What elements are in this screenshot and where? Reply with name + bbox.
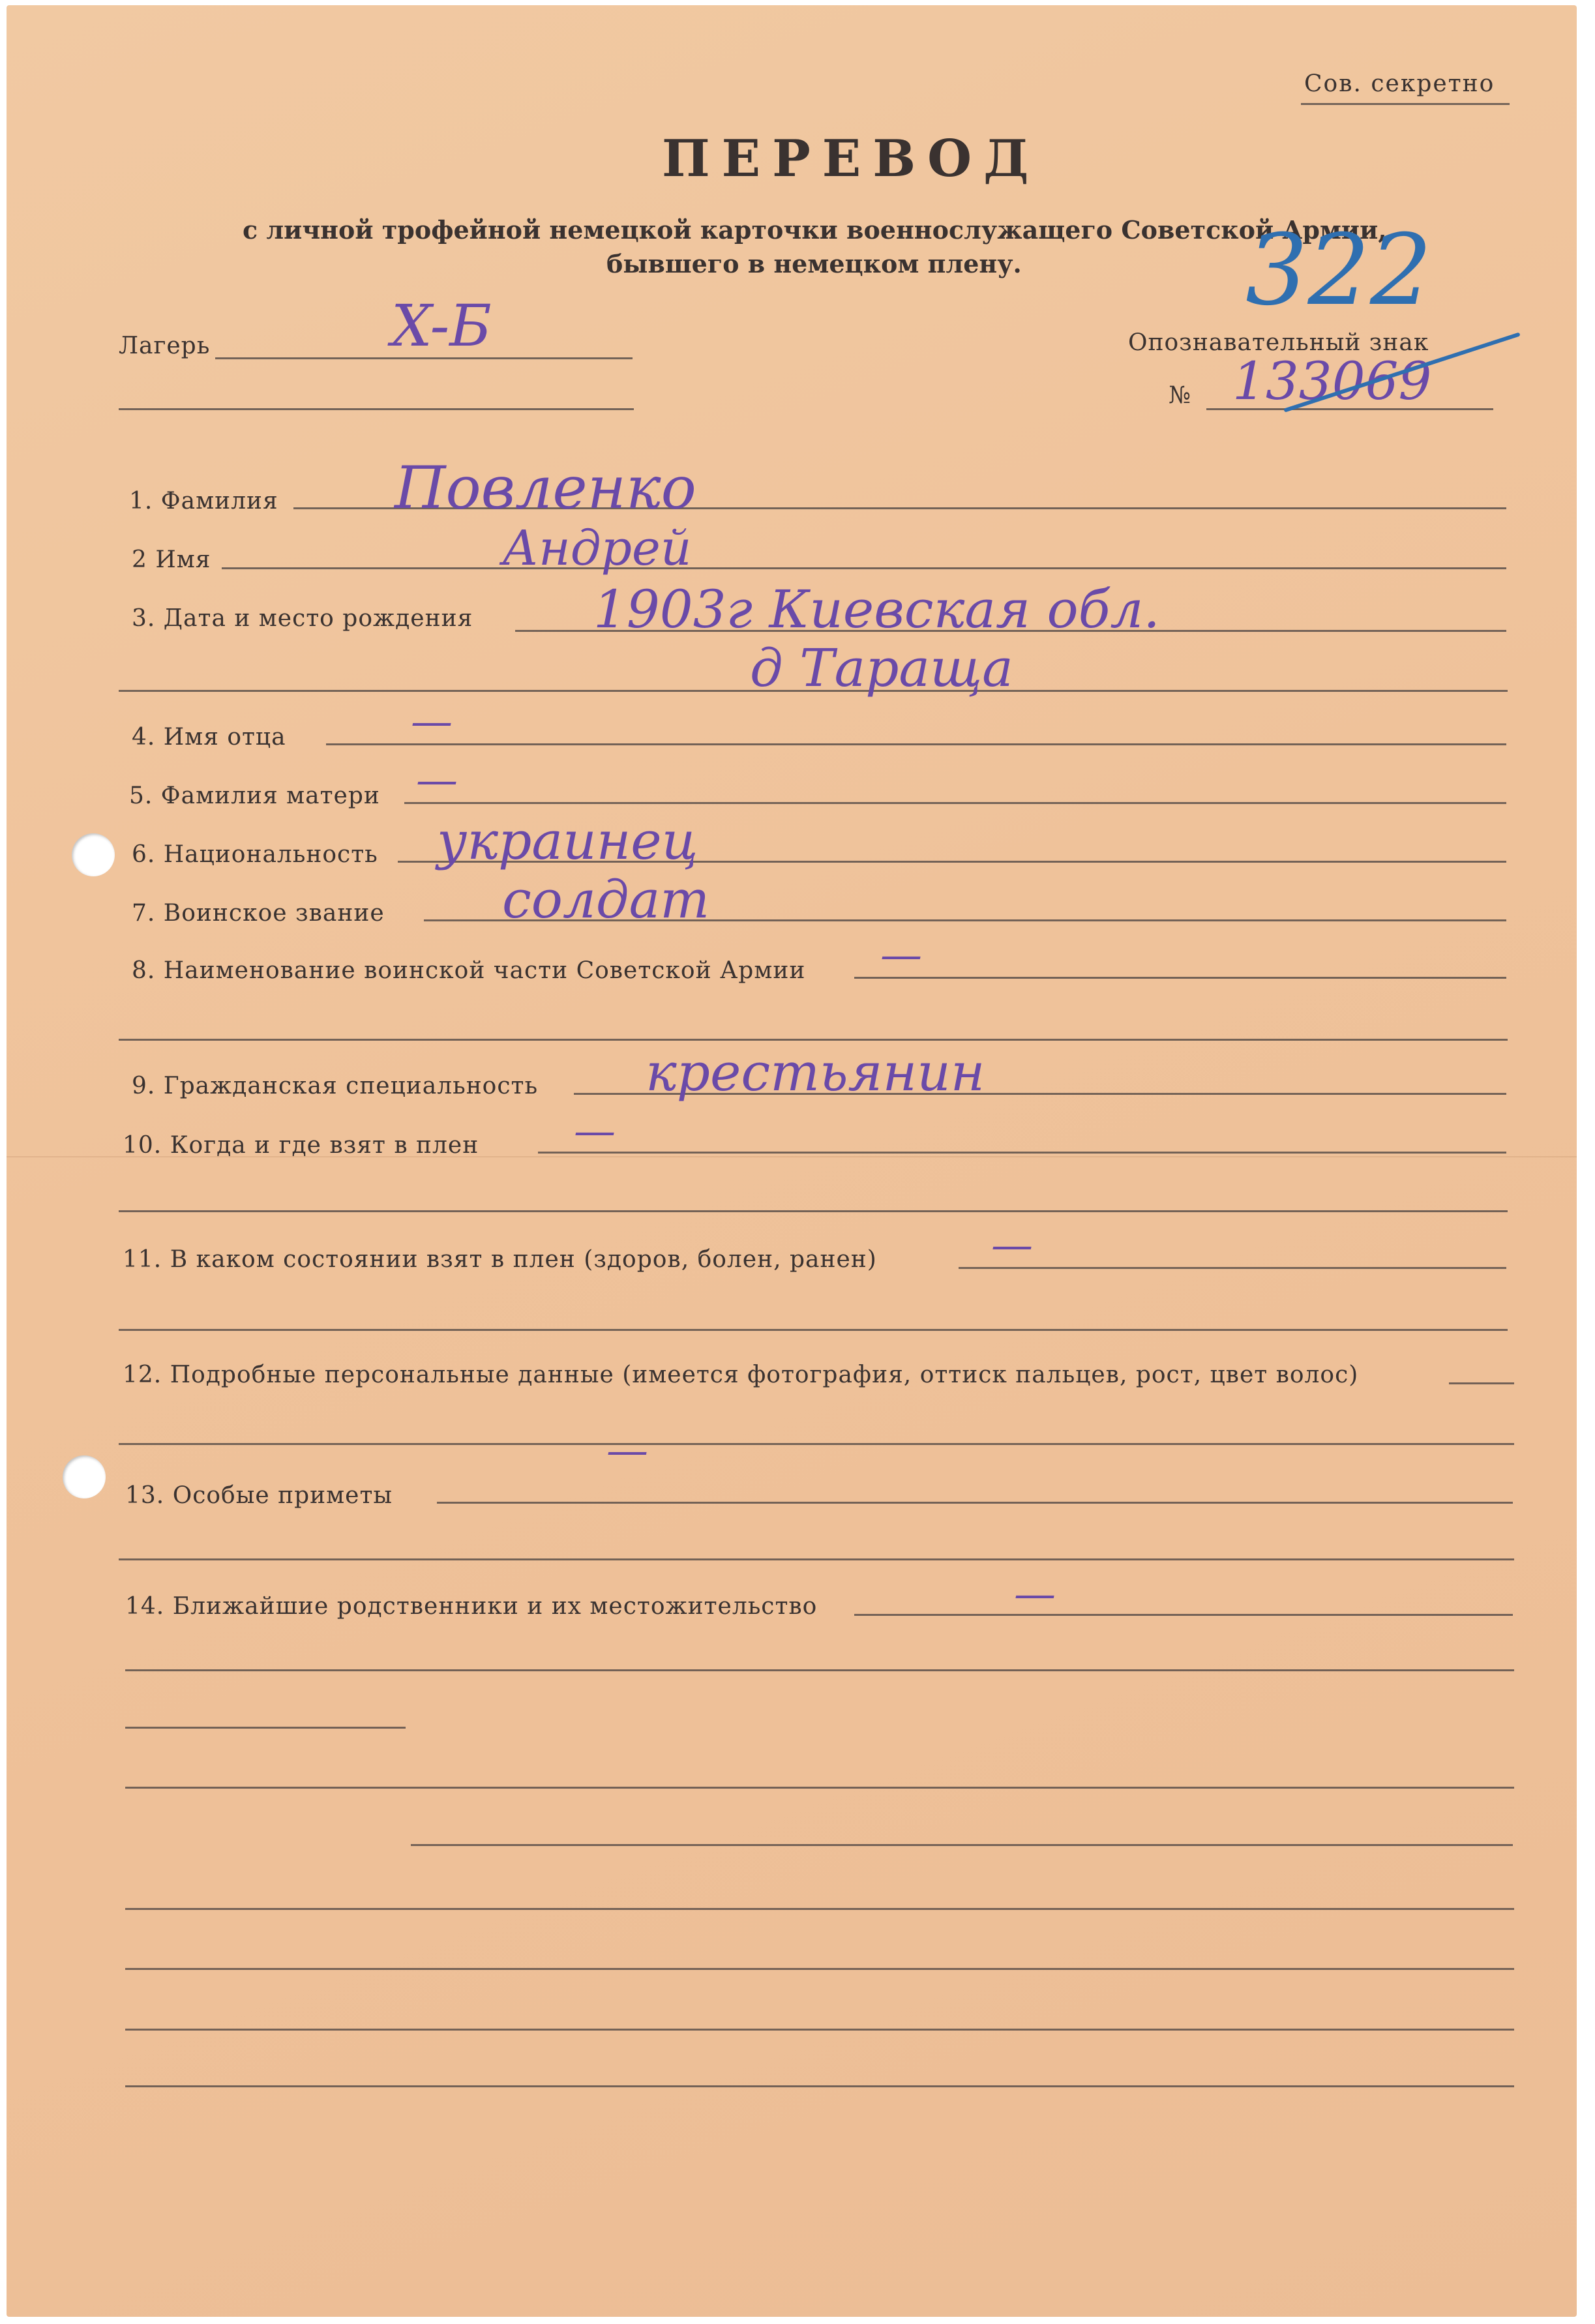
blank-line — [125, 2085, 1514, 2087]
number-sign: № — [1169, 382, 1191, 409]
subtitle-line-2: бывшего в немецком плену. — [606, 249, 1022, 278]
field-line-condition — [959, 1267, 1506, 1269]
field-line-personal-data-2 — [119, 1443, 1514, 1445]
field-value-nationality: украинец — [437, 811, 698, 871]
field-line-personal-data — [1449, 1382, 1514, 1384]
field-label-profession: 9. Гражданская специальность — [132, 1073, 539, 1099]
field-label-marks: 13. Особые приметы — [125, 1482, 393, 1509]
field-label-relatives: 14. Ближайшие родственники и их местожительство — [125, 1593, 818, 1620]
secrecy-label: Сов. секретно — [1304, 70, 1495, 97]
blank-line — [125, 1787, 1514, 1789]
field-line-unit-2 — [119, 1039, 1508, 1041]
field-value-mother: — — [416, 756, 458, 805]
blank-line — [411, 1844, 1513, 1846]
punch-hole — [63, 1455, 106, 1498]
page-title: ПЕРЕВОД — [662, 129, 1041, 188]
field-value-father: — — [411, 698, 453, 746]
field-value-captured: — — [574, 1107, 616, 1155]
blank-line — [125, 1669, 1514, 1671]
overwritten-number: 322 — [1245, 214, 1433, 327]
field-line-unit — [854, 977, 1506, 979]
field-value-unit: — — [880, 931, 922, 979]
camp-value: X-Б — [391, 292, 492, 359]
blank-line — [125, 1908, 1514, 1910]
field-line-name — [222, 567, 1506, 569]
field-label-father: 4. Имя отца — [132, 724, 286, 751]
field-line-mother — [404, 802, 1506, 804]
field-value-condition: — — [991, 1221, 1033, 1270]
id-tag-value: 133069 — [1232, 351, 1432, 411]
field-label-personal-data: 12. Подробные персональные данные (имеется фотография, оттиск пальцев, рост, цвет волос) — [123, 1362, 1359, 1388]
field-line-relatives — [854, 1614, 1513, 1616]
field-value-personal-data: — — [606, 1427, 648, 1475]
field-line-marks-2 — [119, 1558, 1514, 1560]
field-label-surname: 1. Фамилия — [129, 488, 278, 514]
field-value-rank: солдат — [502, 869, 710, 930]
field-line-father — [326, 743, 1506, 745]
field-line-marks — [437, 1502, 1513, 1504]
subtitle-line-1: с личной трофейной немецкой карточки военнослужащего Советской Армии, — [243, 215, 1387, 245]
field-line-captured — [538, 1152, 1506, 1154]
field-line-captured-2 — [119, 1210, 1508, 1212]
field-value-surname: Повленко — [395, 454, 696, 522]
document-sheet — [7, 5, 1577, 2317]
field-label-birth: 3. Дата и место рождения — [132, 605, 473, 632]
field-label-name: 2 Имя — [132, 546, 211, 573]
field-value-birth: 1903г Киевская обл. — [593, 579, 1160, 640]
field-value-name: Андрей — [502, 520, 692, 576]
blank-line — [125, 1727, 406, 1729]
field-value-profession: крестьянин — [646, 1042, 985, 1103]
field-value-birth-2: д Тараща — [750, 638, 1013, 698]
id-tag-label: Опознавательный знак — [1128, 329, 1429, 356]
field-label-nationality: 6. Национальность — [132, 841, 378, 868]
blank-line — [125, 2029, 1514, 2031]
field-label-condition: 11. В каком состоянии взят в плен (здоров, болен, ранен) — [123, 1246, 877, 1273]
field-label-captured: 10. Когда и где взят в плен — [123, 1132, 479, 1159]
blank-line — [125, 1968, 1514, 1970]
field-label-rank: 7. Воинское звание — [132, 900, 385, 927]
field-line-condition-2 — [119, 1329, 1508, 1331]
field-value-relatives: — — [1014, 1570, 1056, 1618]
secrecy-underline — [1301, 103, 1510, 105]
camp-label: Лагерь — [119, 333, 211, 359]
punch-hole — [72, 833, 115, 876]
field-label-unit: 8. Наименование воинской части Советской Армии — [132, 957, 806, 984]
camp-line-2 — [119, 408, 634, 410]
field-label-mother: 5. Фамилия матери — [129, 782, 380, 809]
